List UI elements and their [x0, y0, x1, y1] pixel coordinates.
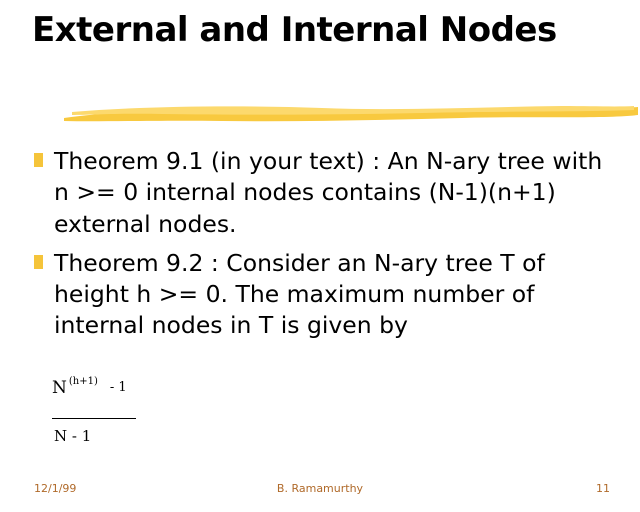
formula-denominator: N - 1	[54, 427, 92, 445]
bullet-text: Theorem 9.2 : Consider an N-ary tree T of height h >= 0. The maximum number of internal nodes in T is given by	[54, 248, 545, 340]
page-title: External and Internal Nodes	[32, 10, 557, 50]
bullet-marker-icon	[34, 248, 54, 272]
bullet-text: Theorem 9.1 (in your text) : An N-ary tree with n >= 0 internal nodes contains (N-1)(n+1) external nodes.	[54, 147, 603, 238]
footer-author: B. Ramamurthy	[276, 482, 364, 495]
formula-base: N	[52, 378, 67, 398]
bullet-list	[34, 146, 624, 350]
footer-page-number: 11	[596, 482, 610, 495]
formula-fraction-bar	[52, 418, 136, 419]
list-item	[34, 146, 624, 240]
slide-footer	[0, 482, 640, 502]
footer-date: 12/1/99	[34, 482, 77, 495]
bullet-marker-icon	[34, 146, 54, 170]
formula-exponent: (h+1)	[68, 375, 98, 387]
formula-block	[52, 375, 136, 445]
formula-numerator	[52, 375, 136, 412]
formula-numerator-tail: - 1	[109, 380, 127, 395]
accent-rule-decoration	[62, 102, 640, 124]
list-item	[34, 248, 624, 342]
